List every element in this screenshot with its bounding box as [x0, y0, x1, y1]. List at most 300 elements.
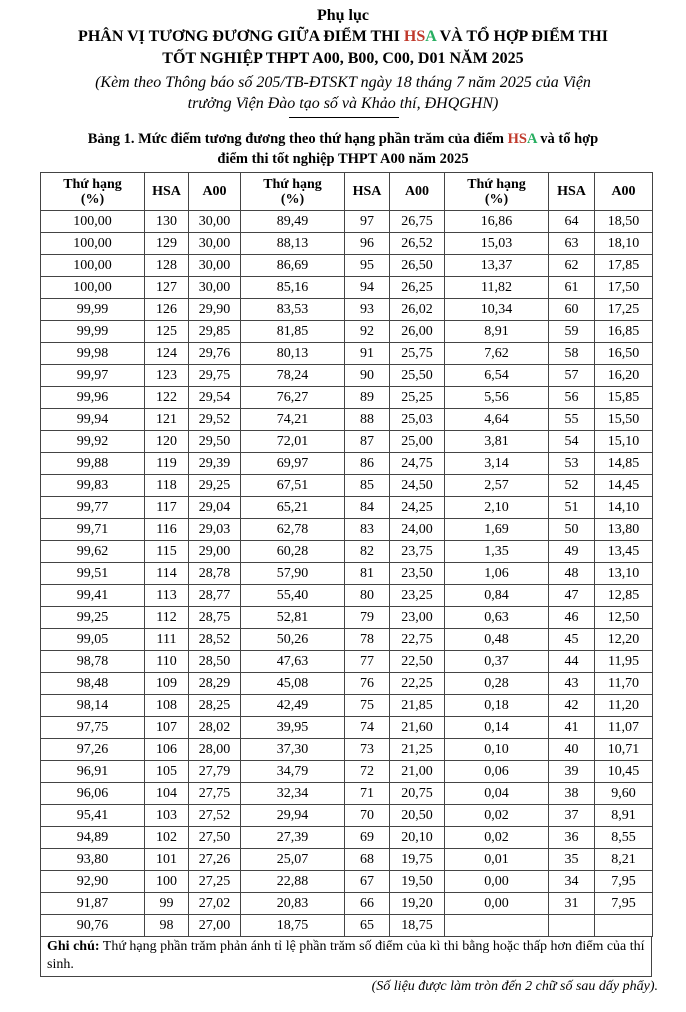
table-cell: 0,28	[445, 673, 549, 695]
table-cell: 99,83	[41, 475, 145, 497]
table-cell: 22,75	[390, 629, 445, 651]
table-cell: 20,50	[390, 805, 445, 827]
table-cell: 21,85	[390, 695, 445, 717]
table-row	[41, 277, 653, 299]
table-cell: 0,10	[445, 739, 549, 761]
table-cell: 84	[345, 497, 390, 519]
table-row	[41, 365, 653, 387]
table-cell: 114	[145, 563, 189, 585]
table-cell: 19,75	[390, 849, 445, 871]
table-cell: 31	[549, 893, 595, 915]
table-cell: 29,94	[241, 805, 345, 827]
table-cell: 98,48	[41, 673, 145, 695]
table-cell: 68	[345, 849, 390, 871]
table-cell: 9,60	[595, 783, 653, 805]
table-cell: 30,00	[189, 233, 241, 255]
table-row	[41, 299, 653, 321]
table-cell: 28,75	[189, 607, 241, 629]
table-cell: 109	[145, 673, 189, 695]
table-cell: 118	[145, 475, 189, 497]
table-cell: 30,00	[189, 211, 241, 233]
table-cell: 115	[145, 541, 189, 563]
table-cell: 45,08	[241, 673, 345, 695]
table-cell: 28,77	[189, 585, 241, 607]
table-cell: 94,89	[41, 827, 145, 849]
table-row	[41, 673, 653, 695]
table-cell: 0,00	[445, 871, 549, 893]
table-cell: 42,49	[241, 695, 345, 717]
table-row	[41, 497, 653, 519]
table-row	[41, 409, 653, 431]
table-cell: 99,41	[41, 585, 145, 607]
table-cell: 45	[549, 629, 595, 651]
table-cell: 8,91	[445, 321, 549, 343]
table-cell: 124	[145, 343, 189, 365]
table-cell: 94	[345, 277, 390, 299]
table-cell: 64	[549, 211, 595, 233]
table-cell: 24,75	[390, 453, 445, 475]
table-cell: 34	[549, 871, 595, 893]
table-cell: 55	[549, 409, 595, 431]
table-cell: 0,14	[445, 717, 549, 739]
table-cell: 24,25	[390, 497, 445, 519]
table-cell: 119	[145, 453, 189, 475]
table-cell: 50	[549, 519, 595, 541]
table-row	[41, 871, 653, 893]
table-cell: 8,91	[595, 805, 653, 827]
table-cell: 50,26	[241, 629, 345, 651]
rounding-note: (Số liệu được làm tròn đến 2 chữ số sau dấy phẩy).	[371, 979, 658, 994]
table-cell: 105	[145, 761, 189, 783]
table-cell: 62	[549, 255, 595, 277]
table-cell: 22,50	[390, 651, 445, 673]
table-cell: 74,21	[241, 409, 345, 431]
table-cell: 102	[145, 827, 189, 849]
table-cell: 99,99	[41, 299, 145, 321]
table-cell: 63	[549, 233, 595, 255]
table-cell: 2,57	[445, 475, 549, 497]
table-cell: 128	[145, 255, 189, 277]
table-cell: 96	[345, 233, 390, 255]
table-cell: 27,75	[189, 783, 241, 805]
table-cell: 29,39	[189, 453, 241, 475]
table-cell: 14,85	[595, 453, 653, 475]
table-cell: 97,26	[41, 739, 145, 761]
table-cell: 98,78	[41, 651, 145, 673]
table-cell: 46	[549, 607, 595, 629]
table-cell: 34,79	[241, 761, 345, 783]
table-cell: 78	[345, 629, 390, 651]
table-row	[41, 849, 653, 871]
table-cell: 99,25	[41, 607, 145, 629]
table-cell: 112	[145, 607, 189, 629]
col-header-rank: Thứ hạng (%)	[41, 173, 145, 211]
table-cell: 22,25	[390, 673, 445, 695]
table-cell: 14,10	[595, 497, 653, 519]
col-header-hsa: HSA	[549, 173, 595, 211]
table-cell: 20,10	[390, 827, 445, 849]
table-cell: 0,04	[445, 783, 549, 805]
table-cell: 69	[345, 827, 390, 849]
table-cell: 120	[145, 431, 189, 453]
table-cell: 28,02	[189, 717, 241, 739]
table-cell: 16,20	[595, 365, 653, 387]
table-cell: 78,24	[241, 365, 345, 387]
table-cell: 28,00	[189, 739, 241, 761]
table-cell: 29,00	[189, 541, 241, 563]
table-row	[41, 893, 653, 915]
table-cell: 2,10	[445, 497, 549, 519]
table-cell: 127	[145, 277, 189, 299]
caption-hsa-a: A	[526, 131, 537, 147]
table-cell: 74	[345, 717, 390, 739]
table-cell: 92	[345, 321, 390, 343]
table-cell: 107	[145, 717, 189, 739]
hsa-letter-h: H	[403, 28, 417, 45]
table-cell: 98	[145, 915, 189, 937]
table-cell: 5,56	[445, 387, 549, 409]
table-cell: 29,54	[189, 387, 241, 409]
table-cell: 29,03	[189, 519, 241, 541]
table-cell: 111	[145, 629, 189, 651]
table-cell: 47,63	[241, 651, 345, 673]
table-cell: 29,25	[189, 475, 241, 497]
table-cell: 99,88	[41, 453, 145, 475]
table-cell: 101	[145, 849, 189, 871]
table-cell: 62,78	[241, 519, 345, 541]
table-row	[41, 629, 653, 651]
table-cell: 11,07	[595, 717, 653, 739]
table-cell: 52	[549, 475, 595, 497]
table-cell: 20,75	[390, 783, 445, 805]
table-cell: 49	[549, 541, 595, 563]
table-cell: 25,25	[390, 387, 445, 409]
table-cell: 80,13	[241, 343, 345, 365]
table-cell: 28,78	[189, 563, 241, 585]
document-title-line2: TỐT NGHIỆP THPT A00, B00, C00, D01 NĂM 2025	[162, 50, 524, 67]
table-cell: 91,87	[41, 893, 145, 915]
table-cell: 98,14	[41, 695, 145, 717]
table-cell: 55,40	[241, 585, 345, 607]
table-row	[41, 519, 653, 541]
table-cell: 20,83	[241, 893, 345, 915]
table-cell: 57,90	[241, 563, 345, 585]
table-cell: 122	[145, 387, 189, 409]
table-cell: 100	[145, 871, 189, 893]
table-cell: 27,26	[189, 849, 241, 871]
table-cell: 99	[145, 893, 189, 915]
table-cell: 108	[145, 695, 189, 717]
table-row	[41, 607, 653, 629]
table-cell: 0,37	[445, 651, 549, 673]
table-cell: 76	[345, 673, 390, 695]
table-cell: 67	[345, 871, 390, 893]
table-cell: 23,00	[390, 607, 445, 629]
table-row	[41, 695, 653, 717]
table-cell: 61	[549, 277, 595, 299]
table-cell: 1,69	[445, 519, 549, 541]
table-row	[41, 585, 653, 607]
note-label: Ghi chú:	[47, 939, 100, 954]
table-cell: 67,51	[241, 475, 345, 497]
table-cell: 80	[345, 585, 390, 607]
table-cell: 92,90	[41, 871, 145, 893]
table-cell: 99,62	[41, 541, 145, 563]
col-header-hsa: HSA	[145, 173, 189, 211]
col-header-a00: A00	[390, 173, 445, 211]
table-cell: 11,20	[595, 695, 653, 717]
table-cell: 27,79	[189, 761, 241, 783]
table-row	[41, 563, 653, 585]
divider	[289, 117, 399, 118]
table-row	[41, 233, 653, 255]
table-cell: 106	[145, 739, 189, 761]
table-cell: 99,94	[41, 409, 145, 431]
table-cell: 25,50	[390, 365, 445, 387]
table-cell: 32,34	[241, 783, 345, 805]
table-cell: 87	[345, 431, 390, 453]
table-cell: 100,00	[41, 233, 145, 255]
table-cell: 85	[345, 475, 390, 497]
table-row	[41, 651, 653, 673]
table-cell: 90	[345, 365, 390, 387]
table-cell: 29,50	[189, 431, 241, 453]
table-header-row	[41, 173, 653, 211]
table-cell: 113	[145, 585, 189, 607]
note-text: Thứ hạng phần trăm phản ánh tỉ lệ phần trăm số điểm của kì thi bằng hoặc thấp hơn điểm của thí sinh.	[47, 939, 645, 972]
table-cell: 37	[549, 805, 595, 827]
table-cell: 25,03	[390, 409, 445, 431]
table-row	[41, 827, 653, 849]
table-cell: 93,80	[41, 849, 145, 871]
table-cell: 18,50	[595, 211, 653, 233]
table-cell: 23,50	[390, 563, 445, 585]
title-part-1: PHÂN VỊ TƯƠNG ĐƯƠNG GIỮA ĐIỂM THI	[78, 28, 400, 45]
table-cell: 69,97	[241, 453, 345, 475]
table-cell: 16,86	[445, 211, 549, 233]
table-cell: 54	[549, 431, 595, 453]
table-cell: 24,00	[390, 519, 445, 541]
table-cell: 96,91	[41, 761, 145, 783]
table-cell: 28,52	[189, 629, 241, 651]
table-cell: 40	[549, 739, 595, 761]
table-caption-line2: điểm thi tốt nghiệp THPT A00 năm 2025	[217, 151, 469, 167]
table-row	[41, 475, 653, 497]
table-cell: 99,05	[41, 629, 145, 651]
table-cell: 7,62	[445, 343, 549, 365]
table-cell: 99,92	[41, 431, 145, 453]
col-header-a00: A00	[189, 173, 241, 211]
table-cell: 52,81	[241, 607, 345, 629]
table-cell: 6,54	[445, 365, 549, 387]
table-cell: 53	[549, 453, 595, 475]
reference-line-1: (Kèm theo Thông báo số 205/TB-ĐTSKT ngày 18 tháng 7 năm 2025 của Viện	[95, 74, 591, 91]
table-cell: 65,21	[241, 497, 345, 519]
table-cell: 13,45	[595, 541, 653, 563]
table-cell: 77	[345, 651, 390, 673]
table-cell: 27,50	[189, 827, 241, 849]
table-cell: 100,00	[41, 211, 145, 233]
table-cell: 0,02	[445, 805, 549, 827]
table-cell: 99,96	[41, 387, 145, 409]
caption-hsa-s: S	[518, 131, 527, 147]
table-cell: 72	[345, 761, 390, 783]
table-cell: 43	[549, 673, 595, 695]
table-row	[41, 255, 653, 277]
table-row	[41, 783, 653, 805]
table-cell: 8,55	[595, 827, 653, 849]
table-cell: 13,80	[595, 519, 653, 541]
table-cell: 27,00	[189, 915, 241, 937]
table-cell: 82	[345, 541, 390, 563]
table-cell: 0,63	[445, 607, 549, 629]
table-row	[41, 453, 653, 475]
table-cell: 39,95	[241, 717, 345, 739]
table-cell: 25,00	[390, 431, 445, 453]
table-cell: 38	[549, 783, 595, 805]
table-cell: 1,35	[445, 541, 549, 563]
table-row	[41, 761, 653, 783]
table-body	[41, 211, 653, 937]
table-cell: 17,50	[595, 277, 653, 299]
table-cell: 79	[345, 607, 390, 629]
table-cell: 44	[549, 651, 595, 673]
table-cell: 57	[549, 365, 595, 387]
table-cell: 25,75	[390, 343, 445, 365]
table-cell: 103	[145, 805, 189, 827]
table-row	[41, 321, 653, 343]
table-cell: 81,85	[241, 321, 345, 343]
table-cell: 0,18	[445, 695, 549, 717]
caption-part-2: và tổ hợp	[540, 131, 599, 147]
table-cell: 83	[345, 519, 390, 541]
table-cell: 7,95	[595, 893, 653, 915]
table-cell: 48	[549, 563, 595, 585]
table-cell: 8,21	[595, 849, 653, 871]
document-title	[0, 26, 686, 48]
table-cell: 88	[345, 409, 390, 431]
table-cell: 99,71	[41, 519, 145, 541]
table-cell: 95	[345, 255, 390, 277]
table-cell: 99,51	[41, 563, 145, 585]
reference-line-2: trưởng Viện Đào tạo số và Khảo thí, ĐHQGHN)	[187, 95, 499, 112]
table-row	[41, 717, 653, 739]
table-cell: 30,00	[189, 277, 241, 299]
table-cell: 89,49	[241, 211, 345, 233]
table-cell: 21,25	[390, 739, 445, 761]
table-cell: 36	[549, 827, 595, 849]
table-cell: 66	[345, 893, 390, 915]
table-cell: 88,13	[241, 233, 345, 255]
table-cell: 99,98	[41, 343, 145, 365]
table-cell	[595, 915, 653, 937]
table-cell: 72,01	[241, 431, 345, 453]
table-cell: 22,88	[241, 871, 345, 893]
note-box	[40, 937, 652, 977]
table-cell: 18,75	[390, 915, 445, 937]
score-table	[40, 172, 653, 937]
table-cell: 70	[345, 805, 390, 827]
table-cell: 86,69	[241, 255, 345, 277]
table-cell: 116	[145, 519, 189, 541]
table-cell: 129	[145, 233, 189, 255]
table-cell: 41	[549, 717, 595, 739]
table-cell: 11,82	[445, 277, 549, 299]
table-cell: 3,14	[445, 453, 549, 475]
table-cell: 35	[549, 849, 595, 871]
table-cell: 10,34	[445, 299, 549, 321]
table-cell: 15,85	[595, 387, 653, 409]
table-cell: 29,52	[189, 409, 241, 431]
table-cell: 100,00	[41, 277, 145, 299]
table-cell: 121	[145, 409, 189, 431]
table-cell: 27,02	[189, 893, 241, 915]
table-cell: 3,81	[445, 431, 549, 453]
table-cell: 16,50	[595, 343, 653, 365]
table-cell: 60	[549, 299, 595, 321]
table-cell: 117	[145, 497, 189, 519]
table-cell: 7,95	[595, 871, 653, 893]
table-cell: 1,06	[445, 563, 549, 585]
table-cell: 26,50	[390, 255, 445, 277]
table-cell: 0,02	[445, 827, 549, 849]
col-header-hsa: HSA	[345, 173, 390, 211]
table-cell: 29,75	[189, 365, 241, 387]
appendix-label: Phụ lục	[316, 7, 369, 24]
table-cell: 42	[549, 695, 595, 717]
table-cell: 18,10	[595, 233, 653, 255]
table-cell: 15,50	[595, 409, 653, 431]
table-cell: 75	[345, 695, 390, 717]
table-cell	[549, 915, 595, 937]
table-cell: 21,60	[390, 717, 445, 739]
table-cell: 99,97	[41, 365, 145, 387]
table-cell: 11,95	[595, 651, 653, 673]
table-cell: 29,76	[189, 343, 241, 365]
table-cell: 59	[549, 321, 595, 343]
table-cell: 11,70	[595, 673, 653, 695]
table-row	[41, 343, 653, 365]
table-cell: 71	[345, 783, 390, 805]
table-cell: 100,00	[41, 255, 145, 277]
table-cell: 123	[145, 365, 189, 387]
table-cell: 97,75	[41, 717, 145, 739]
table-row	[41, 739, 653, 761]
table-cell: 125	[145, 321, 189, 343]
table-cell: 10,45	[595, 761, 653, 783]
table-cell: 29,85	[189, 321, 241, 343]
table-cell: 14,45	[595, 475, 653, 497]
table-cell: 28,25	[189, 695, 241, 717]
table-cell: 16,85	[595, 321, 653, 343]
hsa-letter-s: S	[416, 28, 426, 45]
table-cell: 19,50	[390, 871, 445, 893]
table-cell: 30,00	[189, 255, 241, 277]
table-cell: 95,41	[41, 805, 145, 827]
table-cell: 39	[549, 761, 595, 783]
table-cell: 4,64	[445, 409, 549, 431]
table-cell: 26,02	[390, 299, 445, 321]
table-cell: 96,06	[41, 783, 145, 805]
table-cell: 13,37	[445, 255, 549, 277]
table-row	[41, 541, 653, 563]
table-cell: 83,53	[241, 299, 345, 321]
table-cell: 0,06	[445, 761, 549, 783]
table-row	[41, 211, 653, 233]
table-cell: 89	[345, 387, 390, 409]
col-header-rank: Thứ hạng (%)	[241, 173, 345, 211]
table-cell: 58	[549, 343, 595, 365]
